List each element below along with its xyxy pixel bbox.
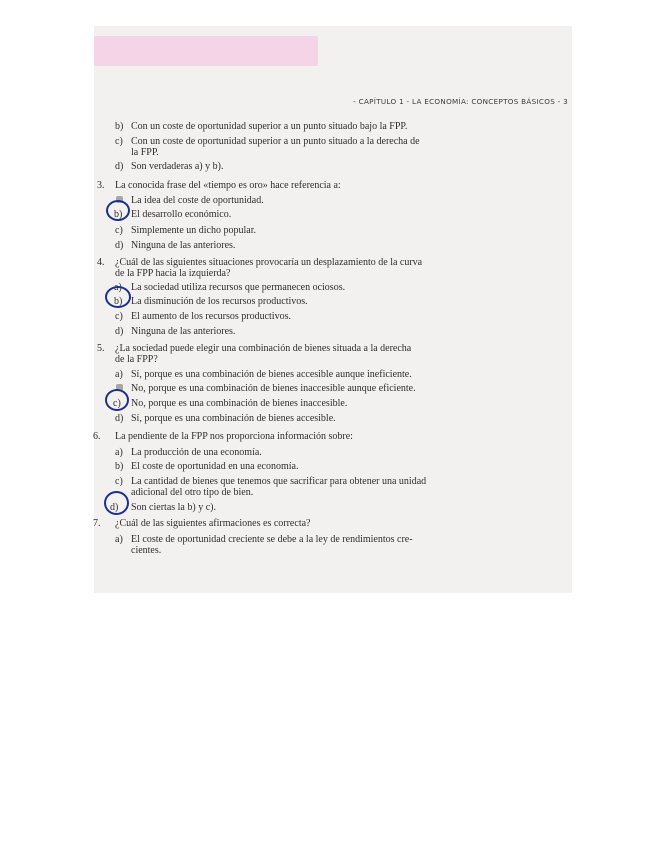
option-letter: a) — [115, 447, 123, 458]
option-text: La sociedad utiliza recursos que permanecen ociosos. — [131, 282, 346, 293]
option-letter: c) — [113, 398, 121, 409]
option-letter: c) — [115, 311, 123, 322]
option-letter: d) — [110, 502, 119, 513]
option-letter: d) — [115, 240, 124, 251]
option-text: No, porque es una combinación de bienes inaccesible. — [131, 398, 348, 409]
option-text-continued: la FPP. — [131, 147, 159, 158]
option-text: El aumento de los recursos productivos. — [131, 311, 291, 322]
question-number: 3. — [97, 180, 105, 191]
answer-circle-mark — [105, 286, 131, 308]
option-text: El coste de oportunidad creciente se debe a la ley de rendimientos cre- — [131, 534, 413, 545]
question-stem: La conocida frase del «tiempo es oro» hace referencia a: — [115, 180, 341, 191]
running-header: - CAPÍTULO 1 - LA ECONOMÍA: CONCEPTOS BÁSICOS - 3 — [353, 97, 568, 106]
answer-circle-mark — [106, 200, 130, 221]
option-text: El coste de oportunidad en una economía. — [131, 461, 299, 472]
option-letter: d) — [115, 413, 124, 424]
question-stem: ¿Cuál de las siguientes afirmaciones es correcta? — [115, 518, 311, 529]
option-letter: a) — [114, 282, 122, 293]
option-text: Ninguna de las anteriores. — [131, 326, 236, 337]
option-letter: c) — [115, 136, 123, 147]
option-letter: b) — [115, 121, 124, 132]
option-text: Con un coste de oportunidad superior a un punto situado bajo la FPP. — [131, 121, 408, 132]
option-text: No, porque es una combinación de bienes inaccesible aunque eficiente. — [131, 383, 416, 394]
option-letter: b) — [114, 209, 123, 220]
option-text-continued: adicional del otro tipo de bien. — [131, 487, 254, 498]
option-letter: b) — [115, 461, 124, 472]
question-number: 5. — [97, 343, 105, 354]
pink-highlight-strip — [94, 36, 318, 66]
option-text: La idea del coste de oportunidad. — [131, 195, 264, 206]
option-letter: b) — [114, 296, 123, 307]
answer-circle-mark — [105, 389, 129, 411]
option-text: Ninguna de las anteriores. — [131, 240, 236, 251]
question-stem: ¿La sociedad puede elegir una combinación de bienes situada a la derecha — [115, 343, 412, 354]
option-letter: c) — [115, 225, 123, 236]
option-text: Sí, porque es una combinación de bienes accesible. — [131, 413, 336, 424]
option-text: La cantidad de bienes que tenemos que sacrificar para obtener una unidad — [131, 476, 427, 487]
answer-circle-mark — [104, 491, 129, 515]
option-text: La disminución de los recursos productivos. — [131, 296, 308, 307]
question-number: 7. — [93, 518, 101, 529]
option-letter: d) — [115, 326, 124, 337]
option-text: Son verdaderas a) y b). — [131, 161, 224, 172]
option-text: La producción de una economía. — [131, 447, 262, 458]
option-letter: a) — [115, 369, 123, 380]
question-number: 6. — [93, 431, 101, 442]
option-text: Son ciertas la b) y c). — [131, 502, 216, 513]
option-text: Simplemente un dicho popular. — [131, 225, 256, 236]
question-stem: La pendiente de la FPP nos proporciona información sobre: — [115, 431, 353, 442]
question-number: 4. — [97, 257, 105, 268]
option-text: Sí, porque es una combinación de bienes accesible aunque ineficiente. — [131, 369, 412, 380]
question-stem: ¿Cuál de las siguientes situaciones provocaría un desplazamiento de la curva — [115, 257, 423, 268]
question-stem: de la FPP hacia la izquierda? — [115, 268, 231, 279]
option-text-continued: cientes. — [131, 545, 162, 556]
option-letter: a) — [115, 534, 123, 545]
option-letter: d) — [115, 161, 124, 172]
option-text: El desarrollo económico. — [131, 209, 232, 220]
option-letter: c) — [115, 476, 123, 487]
option-text: Con un coste de oportunidad superior a un punto situado a la derecha de — [131, 136, 420, 147]
question-stem: de la FPP? — [115, 354, 158, 365]
